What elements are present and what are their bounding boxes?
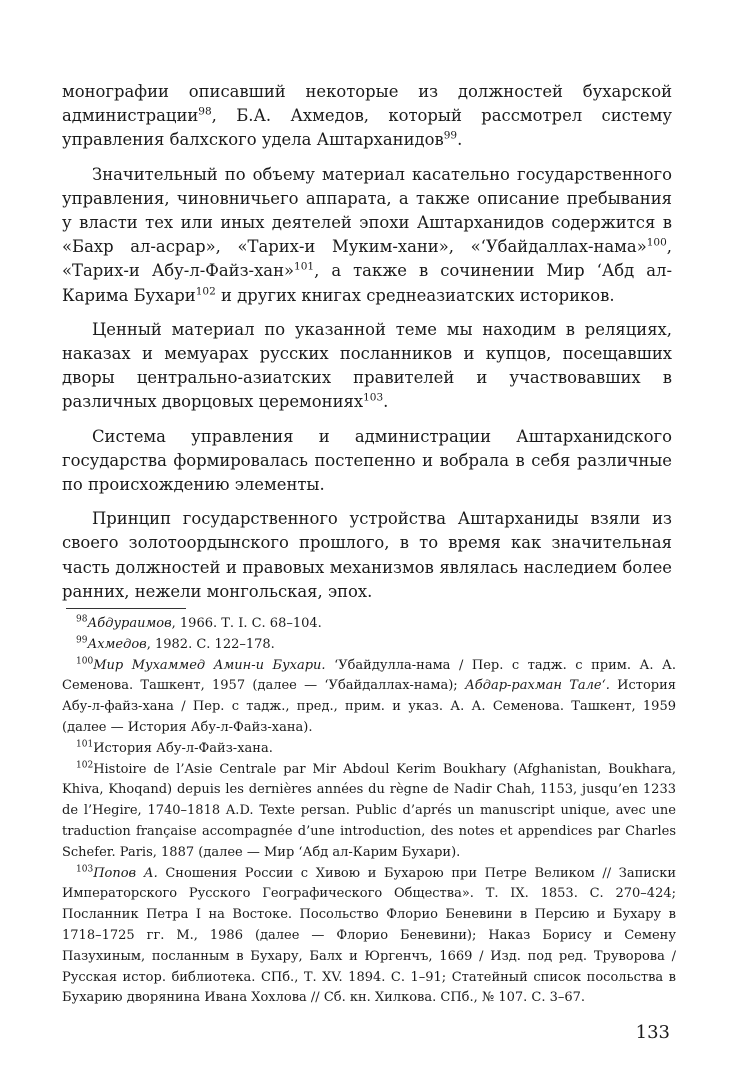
footnote-102	[62, 760, 676, 864]
paragraph-2	[62, 163, 672, 308]
footnote-author: Абдураимов	[87, 616, 172, 631]
paragraph-2-text-c: , а также в сочинении Мир ‘Абд ал-Карима Бухари	[62, 261, 672, 305]
footnote-ref-103[interactable]: 103	[363, 391, 384, 404]
footnote-99	[62, 635, 676, 656]
paragraph-5: Принцип государственного устройства Аштарханиды взяли из своего золотоордынского прошлого, в то время как значительная часть должностей и правовых механизмов являлась наследием более ранних, нежели монгольская, эпох.	[62, 509, 672, 601]
paragraph-4: Система управления и администрации Аштарханидского государства формировалась постепенно и вобрала в себя различные по происхождению элементы.	[62, 426, 672, 495]
paragraph-3-text-a: Ценный материал по указанной теме мы находим в реляциях, наказах и мемуарах русских посланников и купцов, посещавших дворы центрально-азиатских правителей и участвовавших в различных дворцовых церемониях	[62, 319, 672, 412]
footnote-text: История Абу-л-Файз-хана.	[93, 740, 273, 756]
footnote-number: 102	[76, 760, 94, 771]
paragraph-1-text-b: , Б.А. Ахмедов, который рассмотрел систему управления балхского удела Аштарханидов	[62, 106, 672, 150]
footnote-text: , 1966. Т. I. С. 68–104.	[171, 616, 322, 631]
paragraph-1-text-c: .	[457, 130, 463, 150]
footnote-author: Попов А.	[93, 865, 158, 881]
paragraph-2-text-b: , «Тарих-и Абу-л-Файз-хан»	[62, 237, 672, 281]
footnotes	[62, 614, 676, 1009]
paragraph-1-text-a: монографии описавший некоторые из должностей бухарской администрации	[62, 82, 672, 126]
footnote-number: 99	[76, 635, 88, 646]
footnote-text: Histoire de l’Asie Centrale par Mir Abdoul Kerim Boukhary (Afghanistan, Boukhara, Khiva, Khoqand) depuis les dernières années du règne de Nadir Chah, 1153, jusqu’en 1233 de l’Hegire, 1740–1818 A.D. Texte persan. Public d’aprés un manuscript unique, avec une traduction française accompagnée d’une introduction, des notes et appendices par Charles Schefer. Paris, 1887 (далее — Мир ‘Абд ал-Карим Бухари).	[62, 761, 676, 860]
paragraph-2-text-a: Значительный по объему материал касательно государственного управления, чиновничьего аппарата, а также описание пребывания у власти тех или иных деятелей эпохи Аштарханидов содержится в «Бахр ал-асрар», «Тарих-и Муким-хани», «‘Убайдаллах-нама»	[62, 164, 672, 257]
footnote-ref-98[interactable]: 98	[198, 105, 212, 118]
paragraph-3-text-b: .	[383, 392, 389, 412]
footnote-101	[62, 739, 676, 760]
footnote-100	[62, 656, 676, 739]
footnote-ref-100[interactable]: 100	[646, 236, 667, 249]
paragraph-2-text-d: и других книгах среднеазиатских историков.	[215, 285, 615, 305]
footnote-text: , 1982. С. 122–178.	[146, 636, 275, 652]
footnote-text-2: История Абу-л-файз-хана / Пер. с тадж., пред., прим. и указ. А. А. Семенова. Ташкент, 1959 (далее — История Абу-л-Файз-хана).	[62, 678, 676, 735]
footnote-number: 100	[76, 656, 94, 667]
page-number: 133	[635, 1022, 670, 1043]
main-text	[62, 80, 672, 614]
footnote-ref-99[interactable]: 99	[443, 129, 458, 142]
footnote-number: 98	[76, 614, 88, 625]
paragraph-3	[62, 318, 672, 415]
footnote-author: Ахмедов	[87, 636, 147, 652]
footnote-98	[62, 614, 676, 635]
footnote-ref-102[interactable]: 102	[195, 285, 216, 298]
footnote-divider	[66, 608, 186, 609]
footnote-author: Мир Мухаммед Амин-и Бухари.	[93, 657, 326, 673]
footnote-number: 101	[76, 739, 94, 750]
paragraph-1	[62, 80, 672, 153]
footnote-103	[62, 864, 676, 1010]
footnote-ref-101[interactable]: 101	[294, 260, 315, 273]
footnote-text: ‘Убайдулла-нама / Пер. с тадж. с прим. А. А. Семенова. Ташкент, 1957 (далее — ‘Убайдаллах-нама);	[62, 657, 676, 694]
footnote-author-2: Абдар-рахман Тале‘.	[464, 678, 610, 694]
footnote-text: Сношения России с Хивою и Бухарою при Петре Великом // Записки Императорского Русского Географического Общества». Т. IX. 1853. С. 270–424; Посланник Петра I на Востоке. Посольство Флорио Беневини в Персию и Бухару в 1718–1725 гг. М., 1986 (далее — Флорио Беневини); Наказ Борису и Семену Пазухиным, посланным в Бухару, Балх и Юргенчъ, 1669 / Изд. под ред. Труворова / Русская истор. библиотека. СПб., Т. XV. 1894. С. 1–91; Статейный список посольства в Бухарию дворянина Ивана Хохлова // Сб. кн. Хилкова. СПб., № 107. С. 3–67.	[62, 865, 676, 1006]
footnote-number: 103	[76, 864, 94, 875]
